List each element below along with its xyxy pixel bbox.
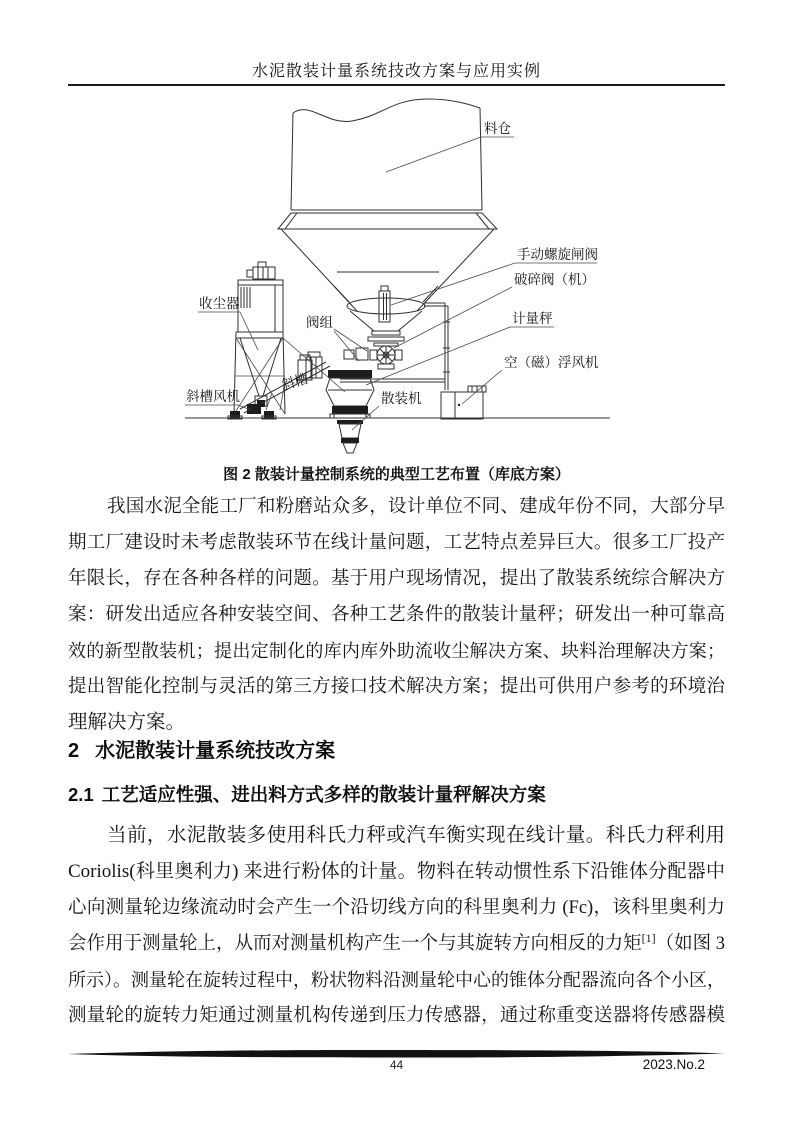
label-bulk-loader: 散装机 [381,391,422,406]
paragraph-line: 我国水泥全能工厂和粉磨站众多，设计单位不同、建成年份不同，大部分早 [107,497,725,517]
paragraph-line: 心向测量轮边缘流动时会产生一个沿切线方向的科里奥利力 (Fc)，该科里奥利力 [68,898,725,918]
header-rule [68,84,725,86]
figure-caption: 图 2 散装计量控制系统的典型工艺布置（库底方案） [223,466,570,483]
label-dust-collector: 收尘器 [199,296,240,311]
label-valve-group: 阀组 [306,315,333,330]
paragraph-line: 年限长，存在各种各样的问题。基于用户现场情况，提出了散装系统综合解决方 [68,569,725,589]
label-chute: 斜槽 [279,371,310,393]
section-title: 工艺适应性强、进出料方式多样的散装计量秤解决方案 [101,784,546,805]
paragraph-line: 案：研发出适应各种安装空间、各种工艺条件的散装计量秤；研发出一种可靠高 [68,605,725,625]
section-title: 水泥散装计量系统技改方案 [95,740,336,762]
label-weighing-scale: 计量秤 [512,311,553,326]
paragraph-line: 测量轮的旋转力矩通过测量机构传递到压力传感器，通过称重变送器将传感器模 [68,1006,725,1026]
weighing-scale-shape [306,352,374,418]
section-heading-2-1 [68,781,725,809]
citation-superscript: [1] [641,930,656,945]
paragraph-line: 理解决方案。 [68,712,186,733]
label-air-float-fan: 空（磁）浮风机 [504,355,599,370]
figure-diagram [180,98,620,460]
paragraph-line: 期工厂建设时未考虑散装环节在线计量问题，工艺特点差异巨大。很多工厂投产 [68,533,725,553]
paragraph-2 [68,818,725,1034]
line-text: （如图 3 [655,934,725,954]
section-number: 2 [68,740,80,762]
collection-cone-shape [334,286,438,346]
paragraph-line-with-citation [68,926,725,962]
bulk-loader-shape [337,420,363,453]
running-head-title: 水泥散装计量系统技改方案与应用实例 [251,63,541,80]
paragraph-line: 所示）。测量轮在旋转过程中，粉状物料沿测量轮中心的锥体分配器流向各个小区， [68,970,725,990]
label-silo: 料仓 [484,121,511,136]
page-number: 44 [389,1058,404,1072]
label-chute-fan: 斜槽风机 [186,389,240,404]
label-manual-screw-gate-valve: 手动螺旋闸阀 [517,247,598,262]
crusher-valve-shape [344,346,402,369]
paragraph-line: 效的新型散装机；提出定制化的库内库外助流收尘解决方案、块料治理解决方案； [68,641,725,661]
paragraph-line: 当前，水泥散装多使用科氏力秤或汽车衡实现在线计量。科氏力秤利用 [107,825,725,846]
section-heading-2 [68,736,725,766]
line-text: 会作用于测量轮上，从而对测量机构产生一个与其旋转方向相反的力矩 [68,934,642,954]
issue-number: 2023.No.2 [642,1057,705,1072]
section-number: 2.1 [68,784,94,805]
paragraph-1 [68,489,725,741]
label-crusher-valve: 破碎阀（机） [514,272,595,287]
silo-shape [278,99,497,311]
paragraph-line: 提出智能化控制与灵活的第三方接口技术解决方案；提出可供用户参考的环境治 [68,677,725,697]
paragraph-line: Coriolis(科里奥利力) 来进行粉体的计量。物料在转动惯性系下沿锥体分配器中 [68,861,725,882]
